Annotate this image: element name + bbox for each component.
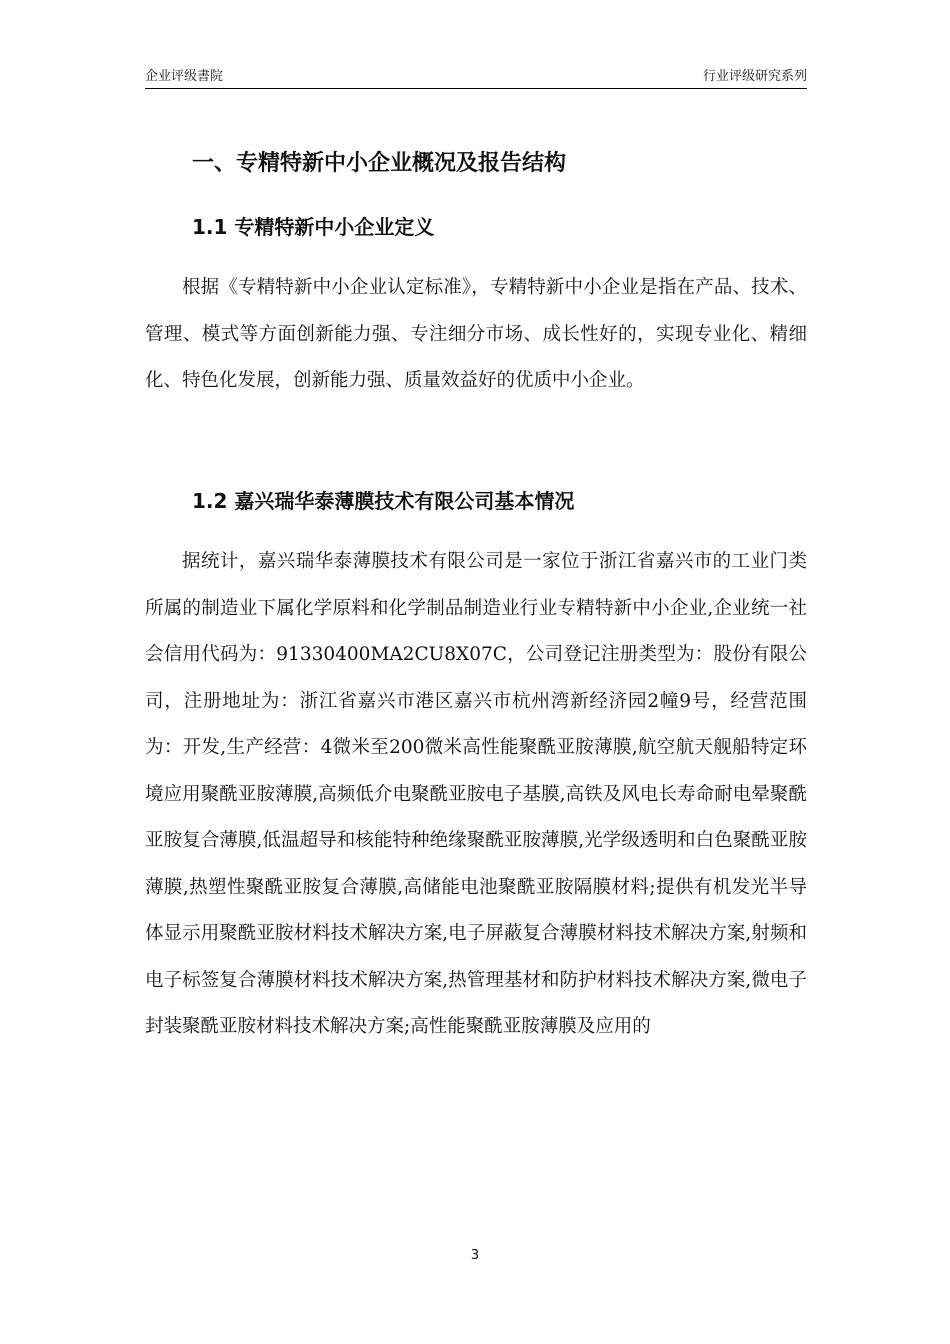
section-title: 一、专精特新中小企业概况及报告结构 — [192, 151, 567, 176]
paragraph-definition: 根据《专精特新中小企业认定标准》，专精特新中小企业是指在产品、技术、管理、模式等方面创新能力强、专注细分市场、成长性好的，实现专业化、精细化、特色化发展，创新能力强、质量效益好的优质中小企业。 — [145, 277, 807, 391]
subsection-title-company-info: 1.2 嘉兴瑞华泰薄膜技术有限公司基本情况 — [192, 489, 575, 513]
header-series: 行业评级研究系列 — [702, 69, 807, 84]
page-number: 3 — [470, 1248, 480, 1263]
header-publisher: 企业评级書院 — [145, 69, 224, 84]
page-header — [145, 66, 807, 89]
subsection-title-definition: 1.1 专精特新中小企业定义 — [192, 215, 435, 239]
paragraph-company-info: 据统计，嘉兴瑞华泰薄膜技术有限公司是一家位于浙江省嘉兴市的工业门类所属的制造业下属化学原料和化学制品制造业行业专精特新中小企业,企业统一社会信用代码为：91330400MA2CU8X07C，公司登记注册类型为：股份有限公司，注册地址为：浙江省嘉兴市港区嘉兴市杭州湾新经济园2幢9号，经营范围为：开发,生产经营：4微米至200微米高性能聚酰亚胺薄膜,航空航天舰船特定环境应用聚酰亚胺薄膜,高频低介电聚酰亚胺电子基膜,高铁及风电长寿命耐电晕聚酰亚胺复合薄膜,低温超导和核能特种绝缘聚酰亚胺薄膜,光学级透明和白色聚酰亚胺薄膜,热塑性聚酰亚胺复合薄膜,高储能电池聚酰亚胺隔膜材料;提供有机发光半导体显示用聚酰亚胺材料技术解决方案,电子屏蔽复合薄膜材料技术解决方案,射频和电子标签复合薄膜材料技术解决方案,热管理基材和防护材料技术解决方案,微电子封装聚酰亚胺材料技术解决方案;高性能聚酰亚胺薄膜及应用的 — [145, 551, 807, 1037]
